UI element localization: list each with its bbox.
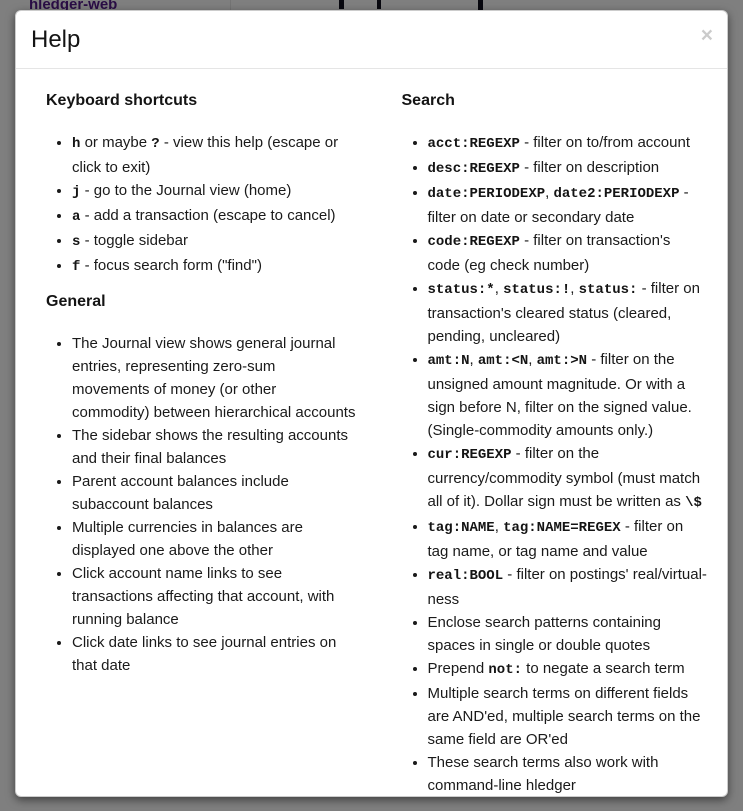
list-item: • The sidebar shows the resulting accounts and their final balances [72, 424, 357, 470]
list-item: • j - go to the Journal view (home) [72, 179, 357, 204]
section-heading: General [46, 293, 106, 310]
code-term: date2:PERIODEXP [553, 186, 680, 202]
list-item: • These search terms also work with command-line hledger [428, 751, 708, 797]
list-item: • amt:N, amt:<N, amt:>N - filter on the unsigned amount magnitude. Or with a sign before N, filter on the signed value. (Single-commodity amounts only.) [428, 348, 708, 442]
code-term: acct:REGEXP [427, 136, 520, 152]
code-term: \$ [685, 495, 702, 511]
help-column-right [372, 84, 728, 797]
help-modal [15, 10, 728, 797]
code-term: s [72, 234, 81, 250]
code-term: amt:>N [536, 353, 588, 369]
code-term: amt:<N [477, 353, 529, 369]
list-item: • status:*, status:!, status: - filter on transaction's cleared status (cleared, pending, uncleared) [428, 277, 708, 348]
help-list [46, 332, 357, 677]
list-item: • tag:NAME, tag:NAME=REGEX - filter on tag name, or tag name and value [428, 515, 708, 563]
code-term: j [72, 184, 81, 200]
code-term: ? [151, 136, 160, 152]
list-item: • Click account name links to see transactions affecting that account, with running balance [72, 562, 357, 631]
code-term: h [72, 136, 81, 152]
code-term: status:* [427, 282, 495, 298]
help-list [402, 131, 708, 797]
list-item: • Enclose search patterns containing spaces in single or double quotes [428, 611, 708, 657]
code-term: date:PERIODEXP [427, 186, 546, 202]
code-term: real:BOOL [427, 568, 504, 584]
code-term: status:! [503, 282, 571, 298]
list-item: • h or maybe ? - view this help (escape or click to exit) [72, 131, 357, 179]
section-heading: Search [401, 92, 455, 109]
code-term: desc:REGEXP [427, 161, 520, 177]
code-term: f [72, 259, 81, 275]
list-item: • cur:REGEXP - filter on the currency/commodity symbol (must match all of it). Dollar sign must be written as \$ [428, 442, 708, 515]
list-item: • date:PERIODEXP, date2:PERIODEXP - filter on date or secondary date [428, 181, 708, 229]
code-term: code:REGEXP [427, 234, 520, 250]
list-item: • code:REGEXP - filter on transaction's code (eg check number) [428, 229, 708, 277]
help-column-left [16, 84, 372, 797]
modal-body [16, 69, 727, 797]
code-term: cur:REGEXP [427, 447, 512, 463]
code-term: a [72, 209, 81, 225]
code-term: status: [578, 282, 638, 298]
code-term: tag:NAME [427, 520, 495, 536]
list-item: • real:BOOL - filter on postings' real/virtual-ness [428, 563, 708, 611]
list-item: • desc:REGEXP - filter on description [428, 156, 708, 181]
list-item: • Parent account balances include subaccount balances [72, 470, 357, 516]
list-item: • a - add a transaction (escape to cancel) [72, 204, 357, 229]
list-item: • f - focus search form ("find") [72, 254, 357, 279]
help-list [46, 131, 357, 279]
code-term: tag:NAME=REGEX [503, 520, 621, 536]
list-item: • Click date links to see journal entries on that date [72, 631, 357, 677]
list-item: • Multiple currencies in balances are displayed one above the other [72, 516, 357, 562]
list-item: • acct:REGEXP - filter on to/from account [428, 131, 708, 156]
section-heading: Keyboard shortcuts [46, 92, 198, 109]
list-item: • s - toggle sidebar [72, 229, 357, 254]
list-item: • Multiple search terms on different fields are AND'ed, multiple search terms on the same field are OR'ed [428, 682, 708, 751]
list-item: • Prepend not: to negate a search term [428, 657, 708, 682]
list-item: • The Journal view shows general journal entries, representing zero-sum movements of money (or other commodity) between hierarchical accounts [72, 332, 357, 424]
modal-header [16, 11, 727, 69]
modal-title: Help [31, 26, 81, 53]
code-term: not: [488, 662, 522, 678]
close-icon[interactable]: × [700, 24, 713, 47]
code-term: amt:N [427, 353, 470, 369]
